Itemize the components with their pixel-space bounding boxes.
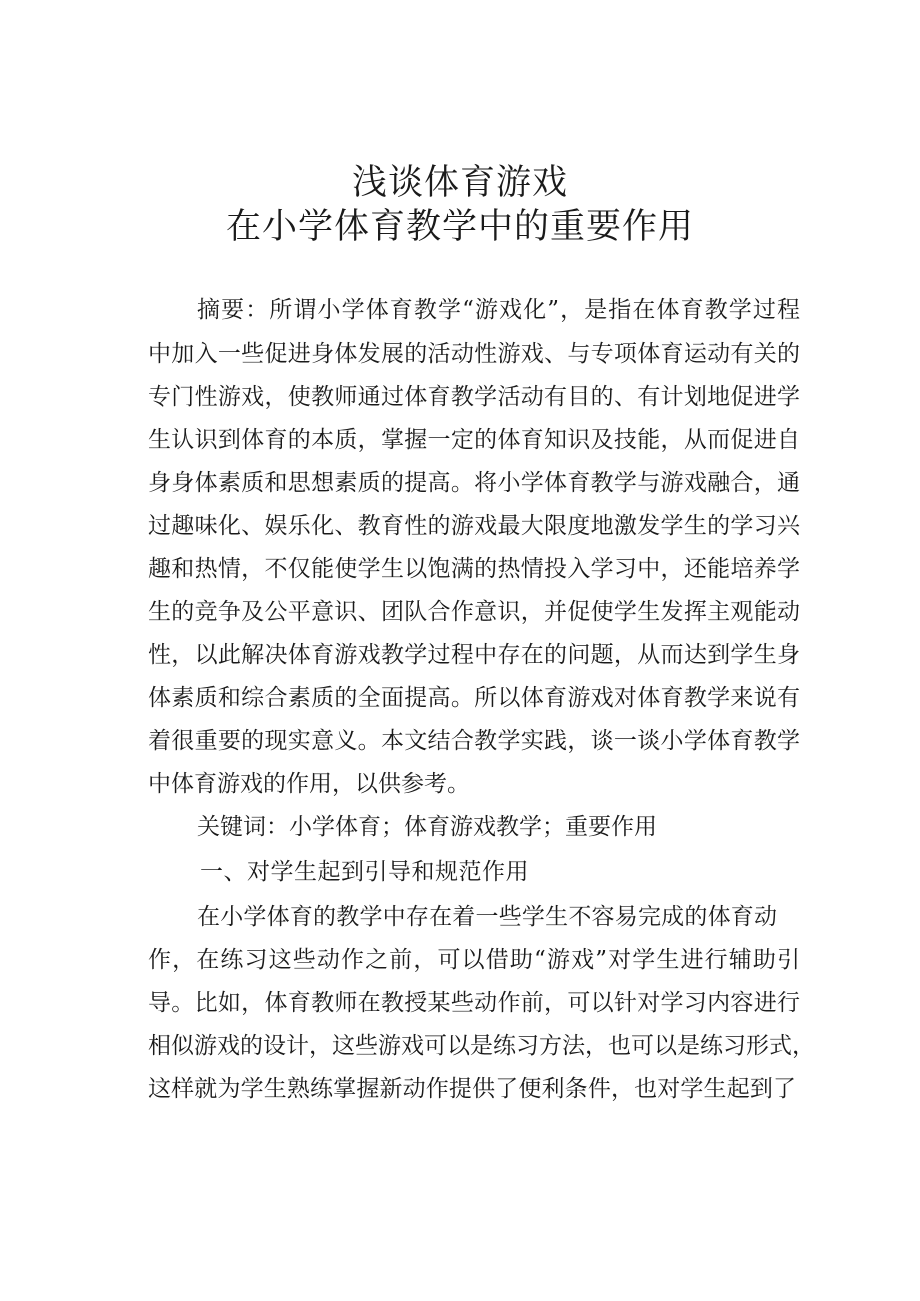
abstract-line: 中体育游戏的作用，以供参考。 — [148, 771, 470, 797]
abstract-line: 专门性游戏，使教师通过体育教学活动有目的、有计划地促进学 — [148, 384, 800, 410]
title-line-2: 在小学体育教学中的重要作用 — [225, 207, 694, 247]
body-line: 相似游戏的设计，这些游戏可以是练习方法，也可以是练习形式， — [148, 1033, 815, 1059]
abstract-line: 中加入一些促进身体发展的活动性游戏、与专项体育运动有关的 — [148, 341, 800, 367]
body-line: 这样就为学生熟练掌握新动作提供了便利条件，也对学生起到了 — [148, 1076, 796, 1102]
abstract-line: 趣和热情，不仅能使学生以饱满的热情投入学习中，还能培养学 — [148, 556, 800, 582]
abstract-line: 着很重要的现实意义。本文结合教学实践，谈一谈小学体育教学 — [148, 728, 800, 754]
body-line: 在小学体育的教学中存在着一些学生不容易完成的体育动 — [197, 904, 777, 930]
section-heading: 一、对学生起到引导和规范作用 — [200, 859, 529, 885]
abstract-line: 生认识到体育的本质，掌握一定的体育知识及技能，从而促进自 — [148, 427, 800, 453]
abstract-line: 生的竞争及公平意识、团队合作意识，并促使学生发挥主观能动 — [148, 599, 800, 625]
abstract-line: 体素质和综合素质的全面提高。所以体育游戏对体育教学来说有 — [148, 685, 800, 711]
abstract-line: 身身体素质和思想素质的提高。将小学体育教学与游戏融合，通 — [148, 470, 800, 496]
body-line: 导。比如，体育教师在教授某些动作前，可以针对学习内容进行 — [148, 990, 800, 1016]
body-line: 作，在练习这些动作之前，可以借助“游戏”对学生进行辅助引 — [148, 947, 800, 973]
title-line-1: 浅谈体育游戏 — [351, 163, 568, 203]
keywords: 关键词：小学体育；体育游戏教学；重要作用 — [197, 814, 657, 840]
abstract-line: 性，以此解决体育游戏教学过程中存在的问题，从而达到学生身 — [148, 642, 800, 668]
abstract-line: 摘要：所谓小学体育教学“游戏化”，是指在体育教学过程 — [197, 297, 800, 323]
abstract-line: 过趣味化、娱乐化、教育性的游戏最大限度地激发学生的学习兴 — [148, 513, 800, 539]
